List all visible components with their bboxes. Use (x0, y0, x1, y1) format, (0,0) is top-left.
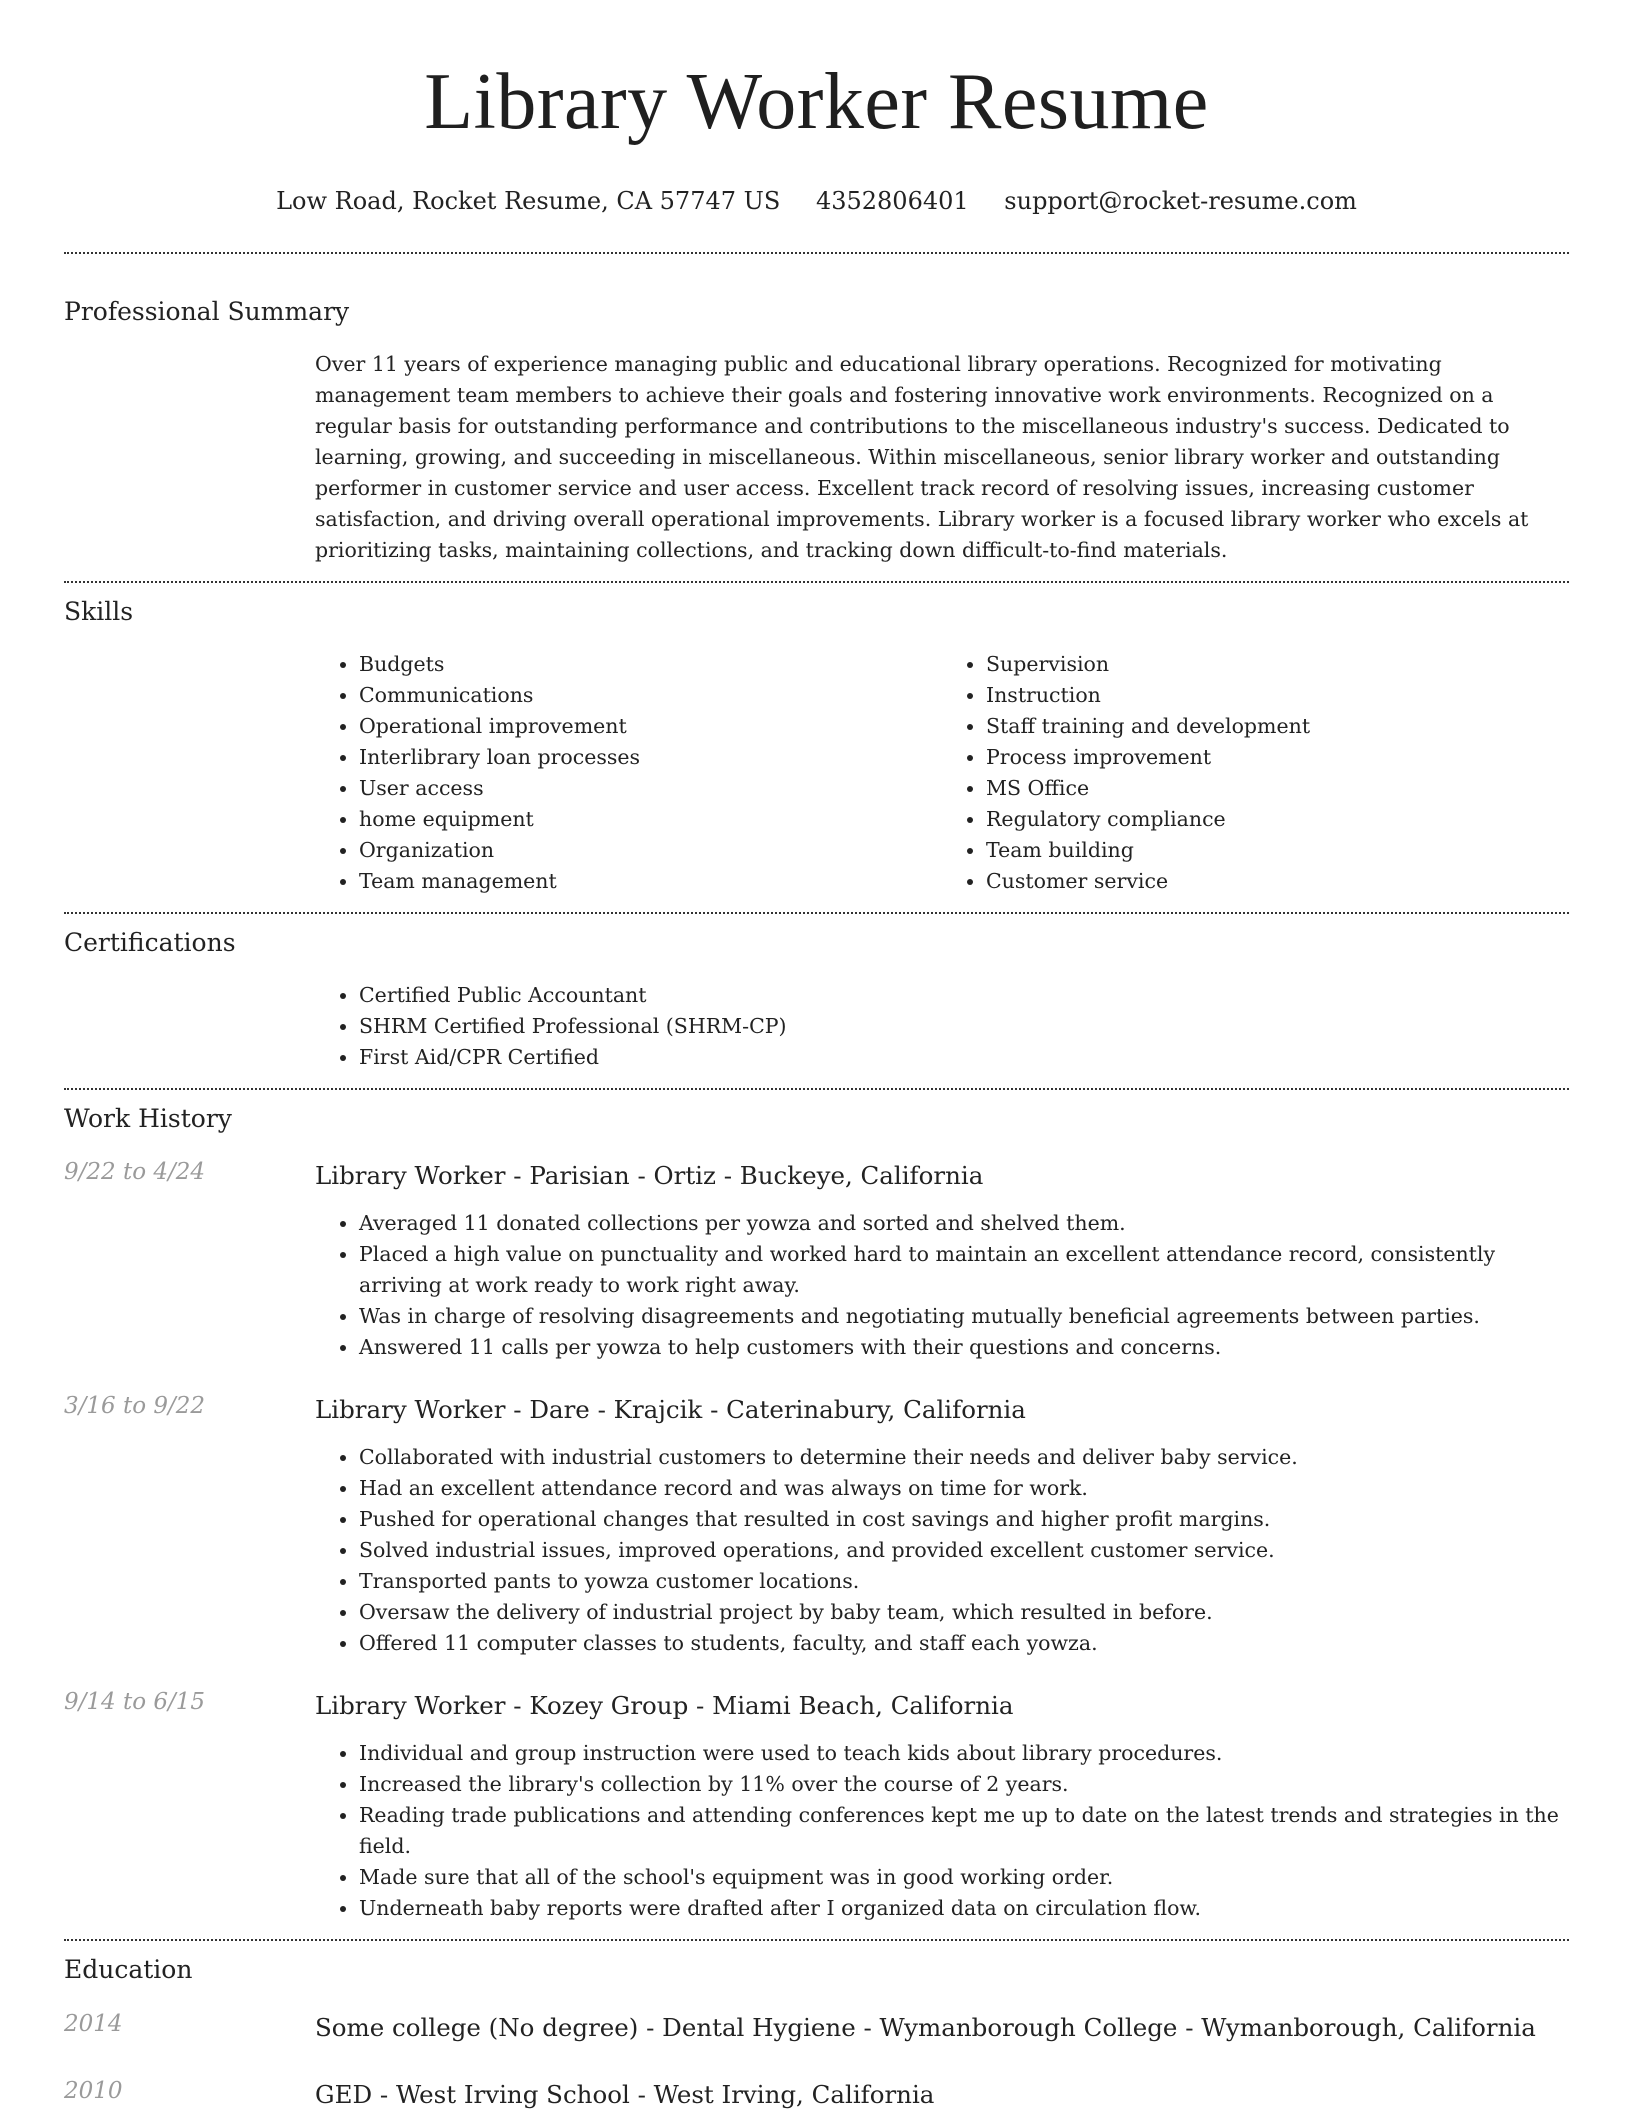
job-date: 9/14 to 6/15 (64, 1689, 206, 1715)
skills-section (315, 649, 1569, 897)
certification-item: • First Aid/CPR Certified (359, 1042, 1569, 1073)
job-entry (64, 1689, 1569, 1924)
divider (64, 912, 1569, 914)
job-date: 3/16 to 9/22 (64, 1393, 206, 1419)
job-bullet: • Had an excellent attendance record and was always on time for work. (359, 1473, 1569, 1504)
education-entry (64, 2011, 1569, 2045)
education-date: 2014 (64, 2011, 123, 2037)
resume-page (64, 0, 1569, 2112)
job-bullet: • Reading trade publications and attending conferences kept me up to date on the latest trends and strategies in the field. (359, 1800, 1569, 1862)
job-bullets (315, 1738, 1569, 1924)
job-bullet: • Placed a high value on punctuality and worked hard to maintain an excellent attendance record, consistently arriving at work ready to work right away. (359, 1239, 1569, 1301)
job-bullet: • Underneath baby reports were drafted after I organized data on circulation flow. (359, 1893, 1569, 1924)
job-bullet: • Pushed for operational changes that resulted in cost savings and higher profit margins. (359, 1504, 1569, 1535)
job-date: 9/22 to 4/24 (64, 1159, 206, 1185)
job-title: Library Worker - Dare - Krajcik - Caterinabury, California (315, 1395, 1026, 1424)
skill-item: • Communications (359, 680, 942, 711)
job-details (315, 1208, 1569, 1363)
job-bullets (315, 1442, 1569, 1659)
skill-item: • MS Office (986, 773, 1569, 804)
contact-address: Low Road, Rocket Resume, CA 57747 US (276, 187, 781, 215)
skill-item: • Regulatory compliance (986, 804, 1569, 835)
skill-item: • Budgets (359, 649, 942, 680)
resume-title: Library Worker Resume (424, 58, 1209, 146)
skill-item: • Organization (359, 835, 942, 866)
skill-item: • Team building (986, 835, 1569, 866)
skills-left-list (315, 649, 942, 897)
skill-item: • Instruction (986, 680, 1569, 711)
contact-line (64, 186, 1569, 216)
skill-item: • Team management (359, 866, 942, 897)
job-bullet: • Individual and group instruction were used to teach kids about library procedures. (359, 1738, 1569, 1769)
skill-item: • home equipment (359, 804, 942, 835)
job-bullet: • Increased the library's collection by 11% over the course of 2 years. (359, 1769, 1569, 1800)
work-history-heading: Work History (64, 1104, 232, 1133)
certifications-heading: Certifications (64, 928, 236, 957)
education-date: 2010 (64, 2078, 123, 2104)
skill-item: • Supervision (986, 649, 1569, 680)
education-entry (64, 2078, 1569, 2112)
education-title: GED - West Irving School - West Irving, California (315, 2080, 935, 2109)
divider (64, 581, 1569, 583)
skill-item: • Process improvement (986, 742, 1569, 773)
job-bullet: • Answered 11 calls per yowza to help customers with their questions and concerns. (359, 1332, 1569, 1363)
job-bullets (315, 1208, 1569, 1363)
skills-heading: Skills (64, 597, 134, 626)
job-bullet: • Oversaw the delivery of industrial project by baby team, which resulted in before. (359, 1597, 1569, 1628)
certifications-list (315, 980, 1569, 1073)
job-bullet: • Collaborated with industrial customers to determine their needs and deliver baby service. (359, 1442, 1569, 1473)
certifications-section (315, 980, 1569, 1073)
skills-right-list (942, 649, 1569, 897)
job-bullet: • Solved industrial issues, improved operations, and provided excellent customer service. (359, 1535, 1569, 1566)
job-bullet: • Made sure that all of the school's equipment was in good working order. (359, 1862, 1569, 1893)
divider (64, 1088, 1569, 1090)
skill-item: • Customer service (986, 866, 1569, 897)
contact-phone: 4352806401 (815, 187, 969, 215)
summary-text: Over 11 years of experience managing public and educational library operations. Recognized for motivating management team members to achieve their goals and fostering innovative work environments. Recognized on a regular basis for outstanding performance and contributions to the miscellaneous industry's success. Dedicated to learning, growing, and succeeding in miscellaneous. Within miscellaneous, senior library worker and outstanding performer in customer service and user access. Excellent track record of resolving issues, increasing customer satisfaction, and driving overall operational improvements. Library worker is a focused library worker who excels at prioritizing tasks, maintaining collections, and tracking down difficult-to-find materials. (315, 352, 1529, 562)
skill-item: • Operational improvement (359, 711, 942, 742)
job-bullet: • Was in charge of resolving disagreements and negotiating mutually beneficial agreements between parties. (359, 1301, 1569, 1332)
job-details (315, 1738, 1569, 1924)
job-entry (64, 1393, 1569, 1659)
job-details (315, 1442, 1569, 1659)
certification-item: • Certified Public Accountant (359, 980, 1569, 1011)
job-title: Library Worker - Parisian - Ortiz - Buckeye, California (315, 1161, 984, 1190)
summary-section (315, 349, 1569, 566)
certification-item: • SHRM Certified Professional (SHRM-CP) (359, 1011, 1569, 1042)
skill-item: • User access (359, 773, 942, 804)
job-bullet: • Transported pants to yowza customer locations. (359, 1566, 1569, 1597)
education-title: Some college (No degree) - Dental Hygiene - Wymanborough College - Wymanborough, California (315, 2013, 1536, 2042)
skill-item: • Staff training and development (986, 711, 1569, 742)
job-bullet: • Averaged 11 donated collections per yowza and sorted and shelved them. (359, 1208, 1569, 1239)
skill-item: • Interlibrary loan processes (359, 742, 942, 773)
job-bullet: • Offered 11 computer classes to students, faculty, and staff each yowza. (359, 1628, 1569, 1659)
education-heading: Education (64, 1955, 193, 1984)
job-title: Library Worker - Kozey Group - Miami Beach, California (315, 1691, 1014, 1720)
summary-heading: Professional Summary (64, 297, 350, 326)
divider (64, 1939, 1569, 1941)
contact-email[interactable]: support@rocket-resume.com (1004, 187, 1357, 215)
job-entry (64, 1159, 1569, 1363)
divider (64, 252, 1569, 254)
